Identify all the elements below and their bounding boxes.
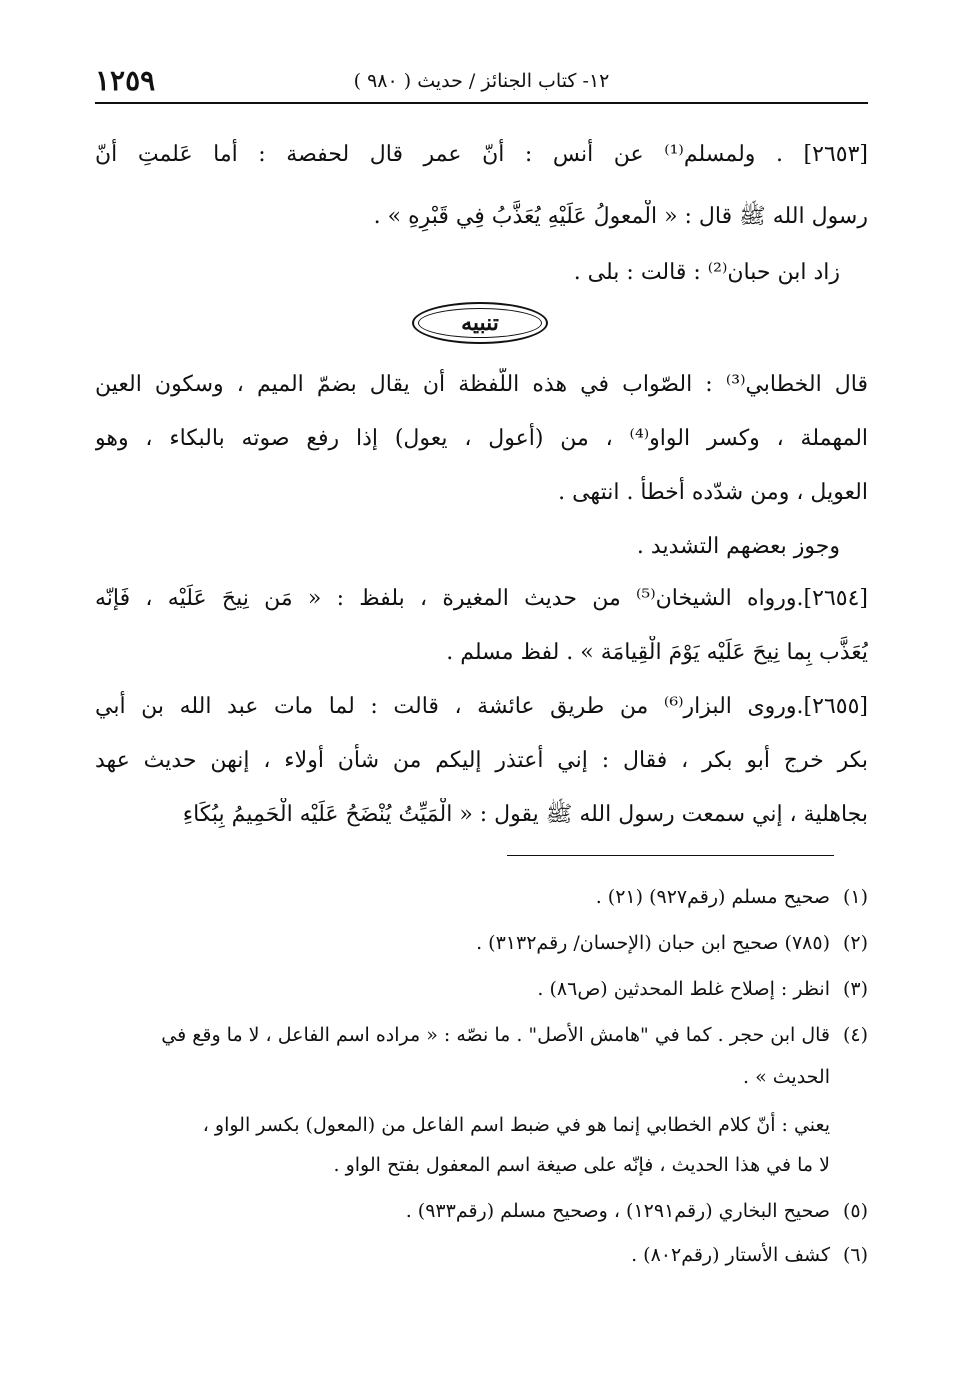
body-line-3: زاد ابن حبان⁽²⁾ : قالت : بلى . (573, 260, 840, 285)
body-line-4: قال الخطابي⁽³⁾ : الصّواب في هذه اللّفظة أن يقال بضمّ الميم ، وسكون العين (95, 372, 868, 397)
footnote-2 (95, 928, 868, 958)
footnote-6 (95, 1240, 868, 1270)
body-line-7: وجوز بعضهم التشديد . (636, 534, 840, 559)
footnote-4-continuation: الحديث » . (743, 1066, 830, 1088)
footnote-text: انظر : إصلاح غلط المحدثين (ص٨٦) . (537, 978, 830, 1000)
notice-label: تنبيه (461, 310, 499, 336)
footnote-4 (95, 1020, 868, 1050)
body-line-11: بكر خرج أبو بكر ، فقال : إني أعتذر إليكم من شأن أولاء ، إنهن حديث عهد (95, 748, 868, 773)
footnote-number: (١) (842, 886, 868, 908)
footnote-number: (٦) (842, 1244, 868, 1266)
footnote-text: قال ابن حجر . كما في "هامش الأصل" . ما نصّه : « مراده اسم الفاعل ، لا ما وقع في (161, 1024, 830, 1046)
body-line-12: بجاهلية ، إني سمعت رسول الله ﷺ يقول : « الْمَيِّتُ يُنْضَحُ عَلَيْه الْحَمِيمُ بِبُكَاءِ (182, 802, 868, 827)
body-line-2: رسول الله ﷺ قال : « الْمعولُ عَلَيْهِ يُعَذَّبُ فِي قَبْرِهِ » . (373, 204, 868, 229)
body-line-5: المهملة ، وكسر الواو⁽⁴⁾ ، من (أعول ، يعول) إذا رفع صوته بالبكاء ، وهو (95, 426, 868, 451)
notice-badge (412, 302, 548, 344)
footnote-text: كشف الأستار (رقم٨٠٢) . (631, 1244, 830, 1266)
body-line-6: العويل ، ومن شدّده أخطأ . انتهى . (558, 480, 868, 505)
footnote-1 (95, 882, 868, 912)
footnote-3 (95, 974, 868, 1004)
page-header (95, 62, 868, 102)
footnote-number: (٢) (842, 932, 868, 954)
footnote-5 (95, 1196, 868, 1226)
footnote-number: (٤) (842, 1024, 868, 1046)
footnote-4-paragraph-line-1: يعني : أنّ كلام الخطابي إنما هو في ضبط اسم الفاعل من (المعول) بكسر الواو ، (202, 1114, 830, 1136)
footnote-separator (507, 855, 834, 856)
running-title: ١٢- كتاب الجنائز / حديث ( ٩٨٠ ) (353, 70, 610, 92)
footnote-text: صحيح مسلم (رقم٩٢٧) (٢١) . (595, 886, 830, 908)
page-number: ١٢٥٩ (95, 64, 156, 97)
header-rule (95, 102, 868, 104)
body-line-1: [٢٦٥٣] . ولمسلم⁽¹⁾ عن أنس : أنّ عمر قال لحفصة : أما عَلمتِ أنّ (95, 142, 868, 167)
footnote-number: (٣) (842, 978, 868, 1000)
footnote-number: (٥) (842, 1200, 868, 1222)
body-line-9: يُعَذَّب بِما نِيحَ عَلَيْه يَوْمَ الْقِيامَة » . لفظ مسلم . (446, 640, 868, 665)
body-line-10: [٢٦٥٥].وروى البزار⁽⁶⁾ من طريق عائشة ، قالت : لما مات عبد الله بن أبي (95, 694, 868, 719)
footnote-text: (٧٨٥) صحيح ابن حبان (الإحسان/ رقم٣١٣٢) . (476, 932, 830, 954)
body-line-8: [٢٦٥٤].ورواه الشيخان⁽⁵⁾ من حديث المغيرة ، بلفظ : « مَن نِيحَ عَلَيْه ، فَإنّه (95, 586, 868, 611)
footnote-text: صحيح البخاري (رقم١٢٩١) ، وصحيح مسلم (رقم٩٣٣) . (405, 1200, 830, 1222)
footnote-4-paragraph-line-2: لا ما في هذا الحديث ، فإنّه على صيغة اسم المعفول بفتح الواو . (333, 1154, 830, 1176)
